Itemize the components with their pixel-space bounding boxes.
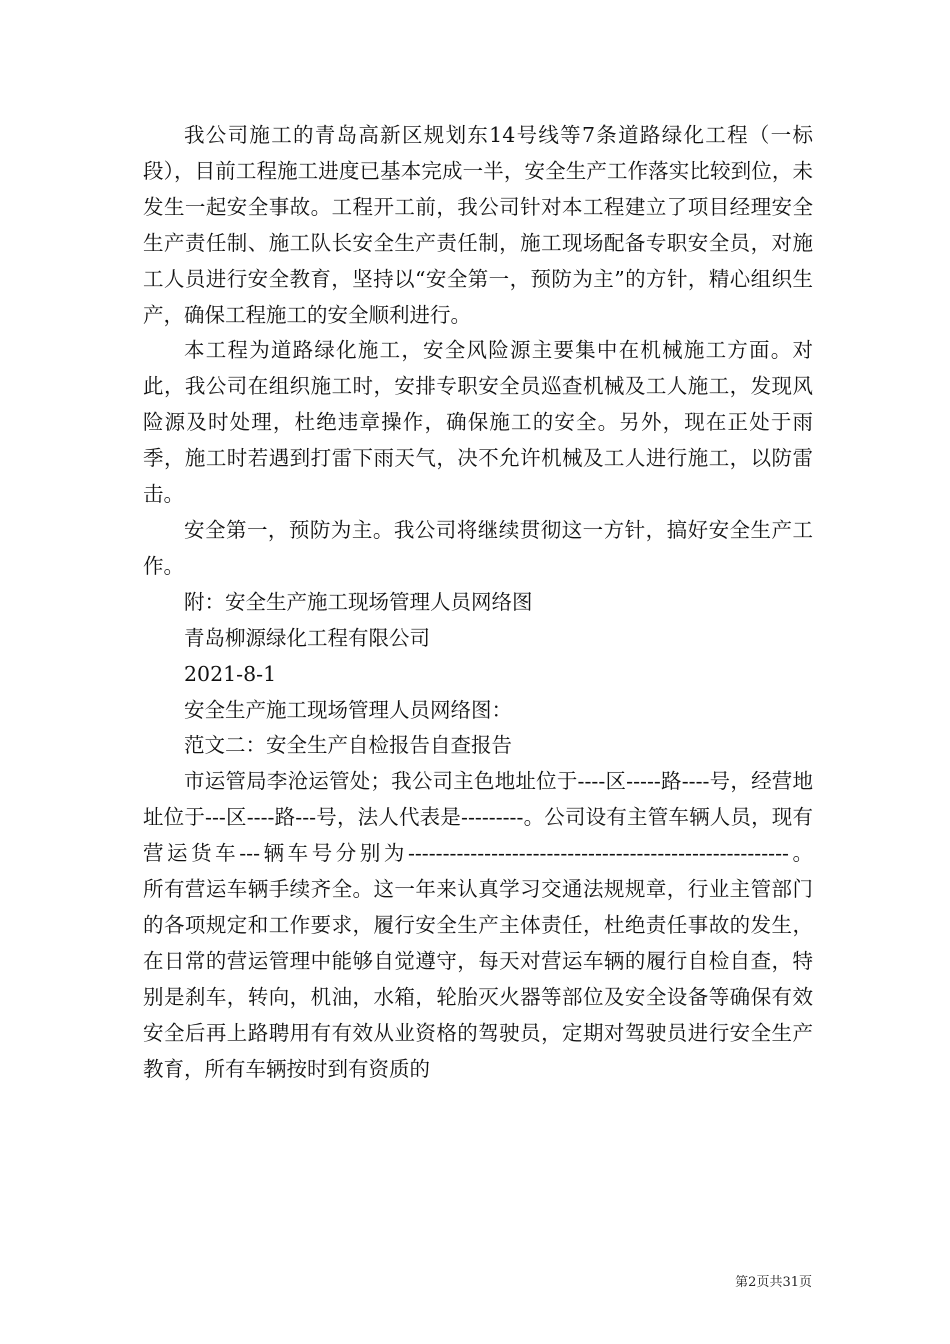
paragraph-company-info: 市运管局李沧运管处；我公司主色地址位于----区-----路----号，经营地址位于---区----路---号，法人代表是---------。公司设有主管车辆人员，现有营运货车---辆车号分别为-------------------------------------------------------。 bbox=[143, 769, 813, 866]
sample-two-heading: 范文二：安全生产自检报告自查报告 bbox=[184, 733, 512, 758]
document-date: 2021-8-1 bbox=[184, 661, 277, 686]
attachment-note: 附：安全生产施工现场管理人员网络图 bbox=[184, 589, 533, 614]
paragraph-safety-policy: 安全第一，预防为主。我公司将继续贯彻这一方针，搞好安全生产工作。 bbox=[143, 517, 813, 578]
paragraph-vehicle-management: 所有营运车辆手续齐全。这一年来认真学习交通法规规章，行业主管部门的各项规定和工作要求，履行安全生产主体责任，杜绝责任事故的发生，在日常的营运管理中能够自觉遵守，每天对营运车辆的履行自检自查，特别是刹车，转向，机油，水箱，轮胎灭火器等部位及安全设备等确保有效安全后再上路聘用有有效从业资格的驾驶员，定期对驾驶员进行安全生产教育，所有车辆按时到有资质的 bbox=[143, 877, 813, 1081]
page-number: 第2页共31页 bbox=[735, 1275, 812, 1290]
paragraph-risk-sources: 本工程为道路绿化施工，安全风险源主要集中在机械施工方面。对此，我公司在组织施工时，安排专职安全员巡查机械及工人施工，发现风险源及时处理，杜绝违章操作，确保施工的安全。另外，现在正处于雨季，施工时若遇到打雷下雨天气，决不允许机械及工人进行施工，以防雷击。 bbox=[143, 338, 813, 507]
company-name: 青岛柳源绿化工程有限公司 bbox=[184, 625, 430, 650]
network-diagram-heading: 安全生产施工现场管理人员网络图： bbox=[184, 697, 512, 722]
paragraph-project-summary: 我公司施工的青岛高新区规划东14号线等7条道路绿化工程（一标段），目前工程施工进度已基本完成一半，安全生产工作落实比较到位，未发生一起安全事故。工程开工前，我公司针对本工程建立了项目经理安全生产责任制、施工队长安全生产责任制，施工现场配备专职安全员，对施工人员进行安全教育，坚持以“安全第一，预防为主”的方针，精心组织生产，确保工程施工的安全顺利进行。 bbox=[143, 123, 813, 327]
document-body bbox=[143, 118, 813, 1087]
